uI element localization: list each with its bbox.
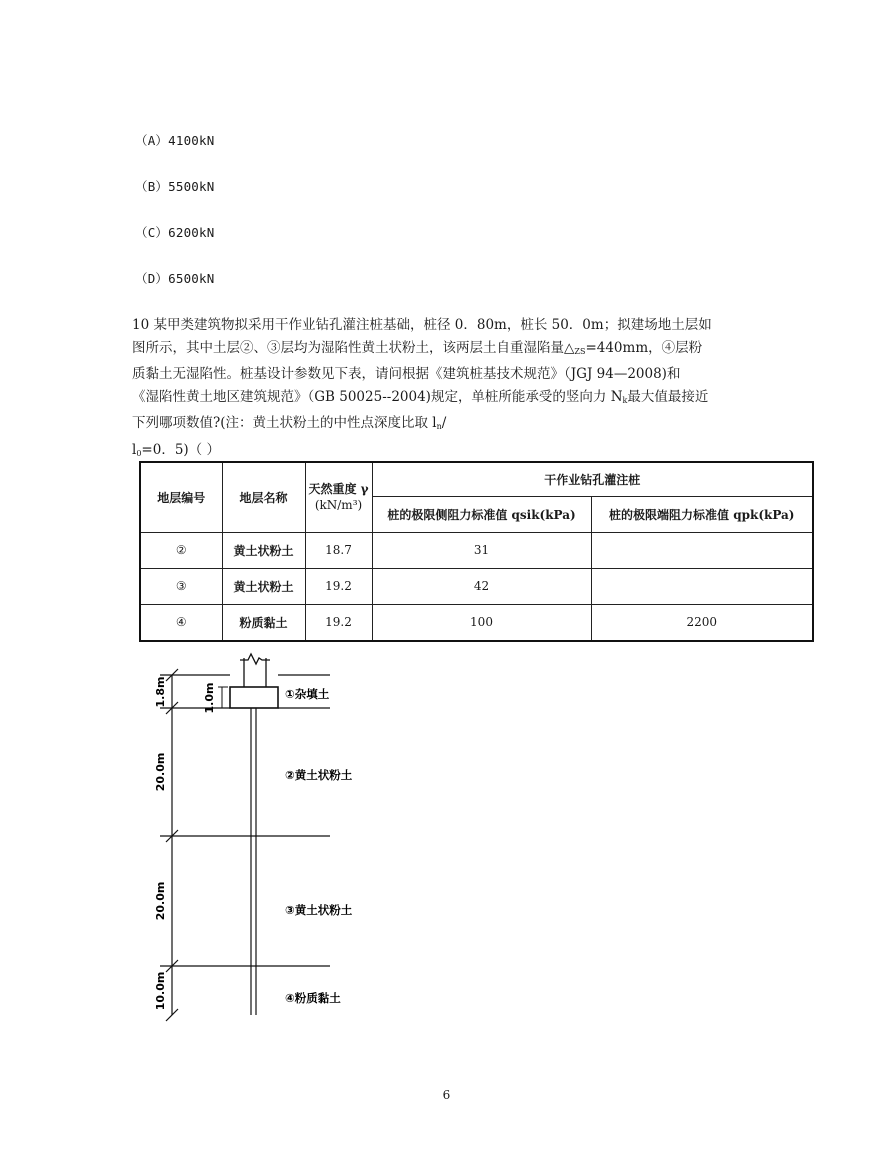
option-d: （D）6500kN <box>135 271 215 286</box>
cell-gamma: 19.2 <box>305 568 372 604</box>
page-number: 6 <box>442 1088 451 1102</box>
cell-layer-name: 黄土状粉土 <box>222 532 305 568</box>
dim-label-layer3: 20.0m <box>154 881 167 921</box>
dim-label-top: 1.8m <box>154 676 167 708</box>
cell-gamma: 19.2 <box>305 604 372 641</box>
column-stub <box>240 654 270 687</box>
dim-label-cap: 1.0m <box>203 682 216 714</box>
table-row <box>140 604 813 641</box>
cell-gamma: 18.7 <box>305 532 372 568</box>
pile-cap <box>230 687 278 708</box>
question-line: $l_0=0$．5)（ ） <box>132 441 220 458</box>
cell-qsik: 42 <box>372 568 591 604</box>
cell-layer-name: 黄土状粉土 <box>222 568 305 604</box>
header-qsik: 桩的极限侧阻力标准值 qsik(kPa) <box>372 496 591 532</box>
header-qpk: 桩的极限端阻力标准值 qpk(kPa) <box>591 496 813 532</box>
header-layer-name: 地层名称 <box>222 462 305 532</box>
soil-profile-diagram <box>140 650 400 1030</box>
dim-label-layer2: 20.0m <box>154 752 167 792</box>
option-a: （A）4100kN <box>135 133 215 148</box>
cell-qpk: 2200 <box>591 604 813 641</box>
cell-qpk <box>591 532 813 568</box>
header-group-bored-pile: 干作业钻孔灌注桩 <box>372 462 813 496</box>
header-unit-weight: 天然重度 γ (kN/m³) <box>305 462 372 532</box>
question-line: 图所示，其中土层②、③层均为湿陷性黄土状粉土，该两层土自重湿陷量$\triangle_{ZS}=440mm$，④层粉 <box>132 339 703 356</box>
layer-label-clay-4: ④粉质黏土 <box>285 991 341 1005</box>
pile-parameter-table <box>139 461 814 642</box>
option-b: （B）5500kN <box>135 179 215 194</box>
question-line: 下列哪项数值?(注：黄土状粉土的中性点深度比取 $l_n/$ <box>132 415 447 431</box>
layer-label-loess-3: ③黄土状粉土 <box>285 903 353 917</box>
table-row <box>140 532 813 568</box>
layer-label-fill: ①杂填土 <box>285 687 330 701</box>
cell-qsik: 31 <box>372 532 591 568</box>
header-layer-no: 地层编号 <box>140 462 222 532</box>
cell-qsik: 100 <box>372 604 591 641</box>
cell-layer-no: ② <box>140 532 222 568</box>
cell-layer-no: ③ <box>140 568 222 604</box>
cell-layer-name: 粉质黏土 <box>222 604 305 641</box>
question-line: 质黏土无湿陷性。桩基设计参数见下表，请问根据《建筑桩基技术规范》（JGJ 94—2008)和 <box>132 366 681 382</box>
option-c: （C）6200kN <box>135 225 215 240</box>
layer-label-loess-2: ②黄土状粉土 <box>285 768 353 782</box>
question-text <box>132 314 792 465</box>
question-line: 10 某甲类建筑物拟采用干作业钻孔灌注桩基础，桩径 0．80m，桩长 50．0m；拟建场地土层如 <box>132 317 712 333</box>
cell-qpk <box>591 568 813 604</box>
dim-label-layer4: 10.0m <box>154 971 167 1011</box>
question-line: 《湿陷性黄土地区建筑规范》（GB 50025--2004)规定，单桩所能承受的竖向力 $N_k$最大值最接近 <box>132 388 709 405</box>
cell-layer-no: ④ <box>140 604 222 641</box>
table-row <box>140 568 813 604</box>
